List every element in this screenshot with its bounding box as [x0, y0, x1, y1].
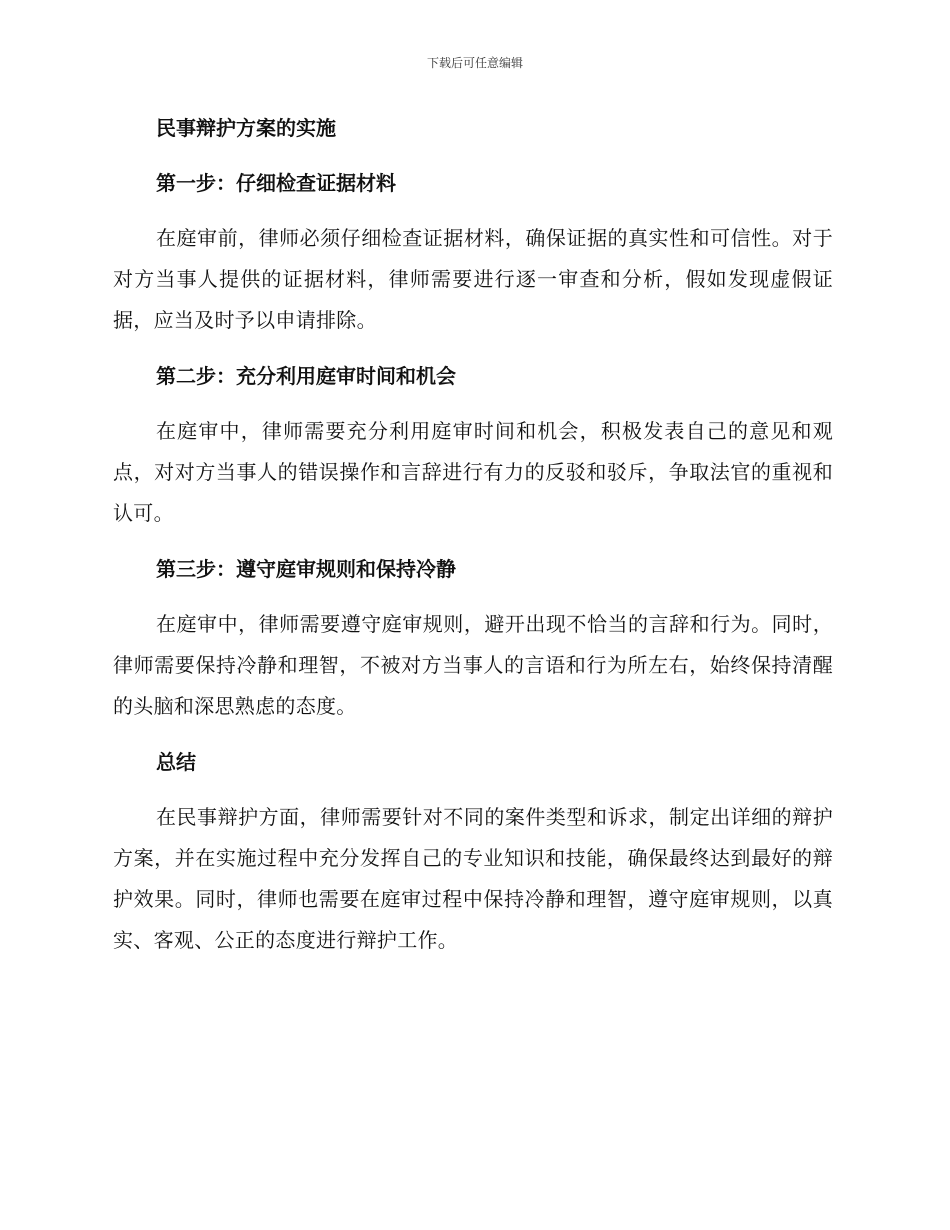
summary-paragraph: 在民事辩护方面，律师需要针对不同的案件类型和诉求，制定出详细的辩护方案，并在实施过程中充分发挥自己的专业知识和技能，确保最终达到最好的辩护效果。同时，律师也需要在庭审过程中保持冷静和理智，遵守庭审规则，以真实、客观、公正的态度进行辩护工作。 [113, 805, 833, 952]
step3-paragraph: 在庭审中，律师需要遵守庭审规则，避开出现不恰当的言辞和行为。同时，律师需要保持冷静和理智，不被对方当事人的言语和行为所左右，始终保持清醒的头脑和深思熟虑的态度。 [113, 612, 833, 718]
step2-heading: 第二步：充分利用庭审时间和机会 [156, 364, 456, 388]
step3-heading: 第三步：遵守庭审规则和保持冷静 [156, 557, 456, 581]
step1-heading: 第一步：仔细检查证据材料 [156, 171, 396, 195]
document-title: 民事辩护方案的实施 [156, 116, 336, 140]
summary-heading: 总结 [156, 750, 196, 774]
step1-paragraph: 在庭审前，律师必须仔细检查证据材料，确保证据的真实性和可信性。对于对方当事人提供的证据材料，律师需要进行逐一审查和分析，假如发现虚假证据，应当及时予以申请排除。 [113, 226, 833, 332]
header-note: 下载后可任意编辑 [426, 56, 523, 70]
document-content [113, 110, 833, 978]
step2-paragraph: 在庭审中，律师需要充分利用庭审时间和机会，积极发表自己的意见和观点，对对方当事人的错误操作和言辞进行有力的反驳和驳斥，争取法官的重视和认可。 [113, 419, 833, 525]
